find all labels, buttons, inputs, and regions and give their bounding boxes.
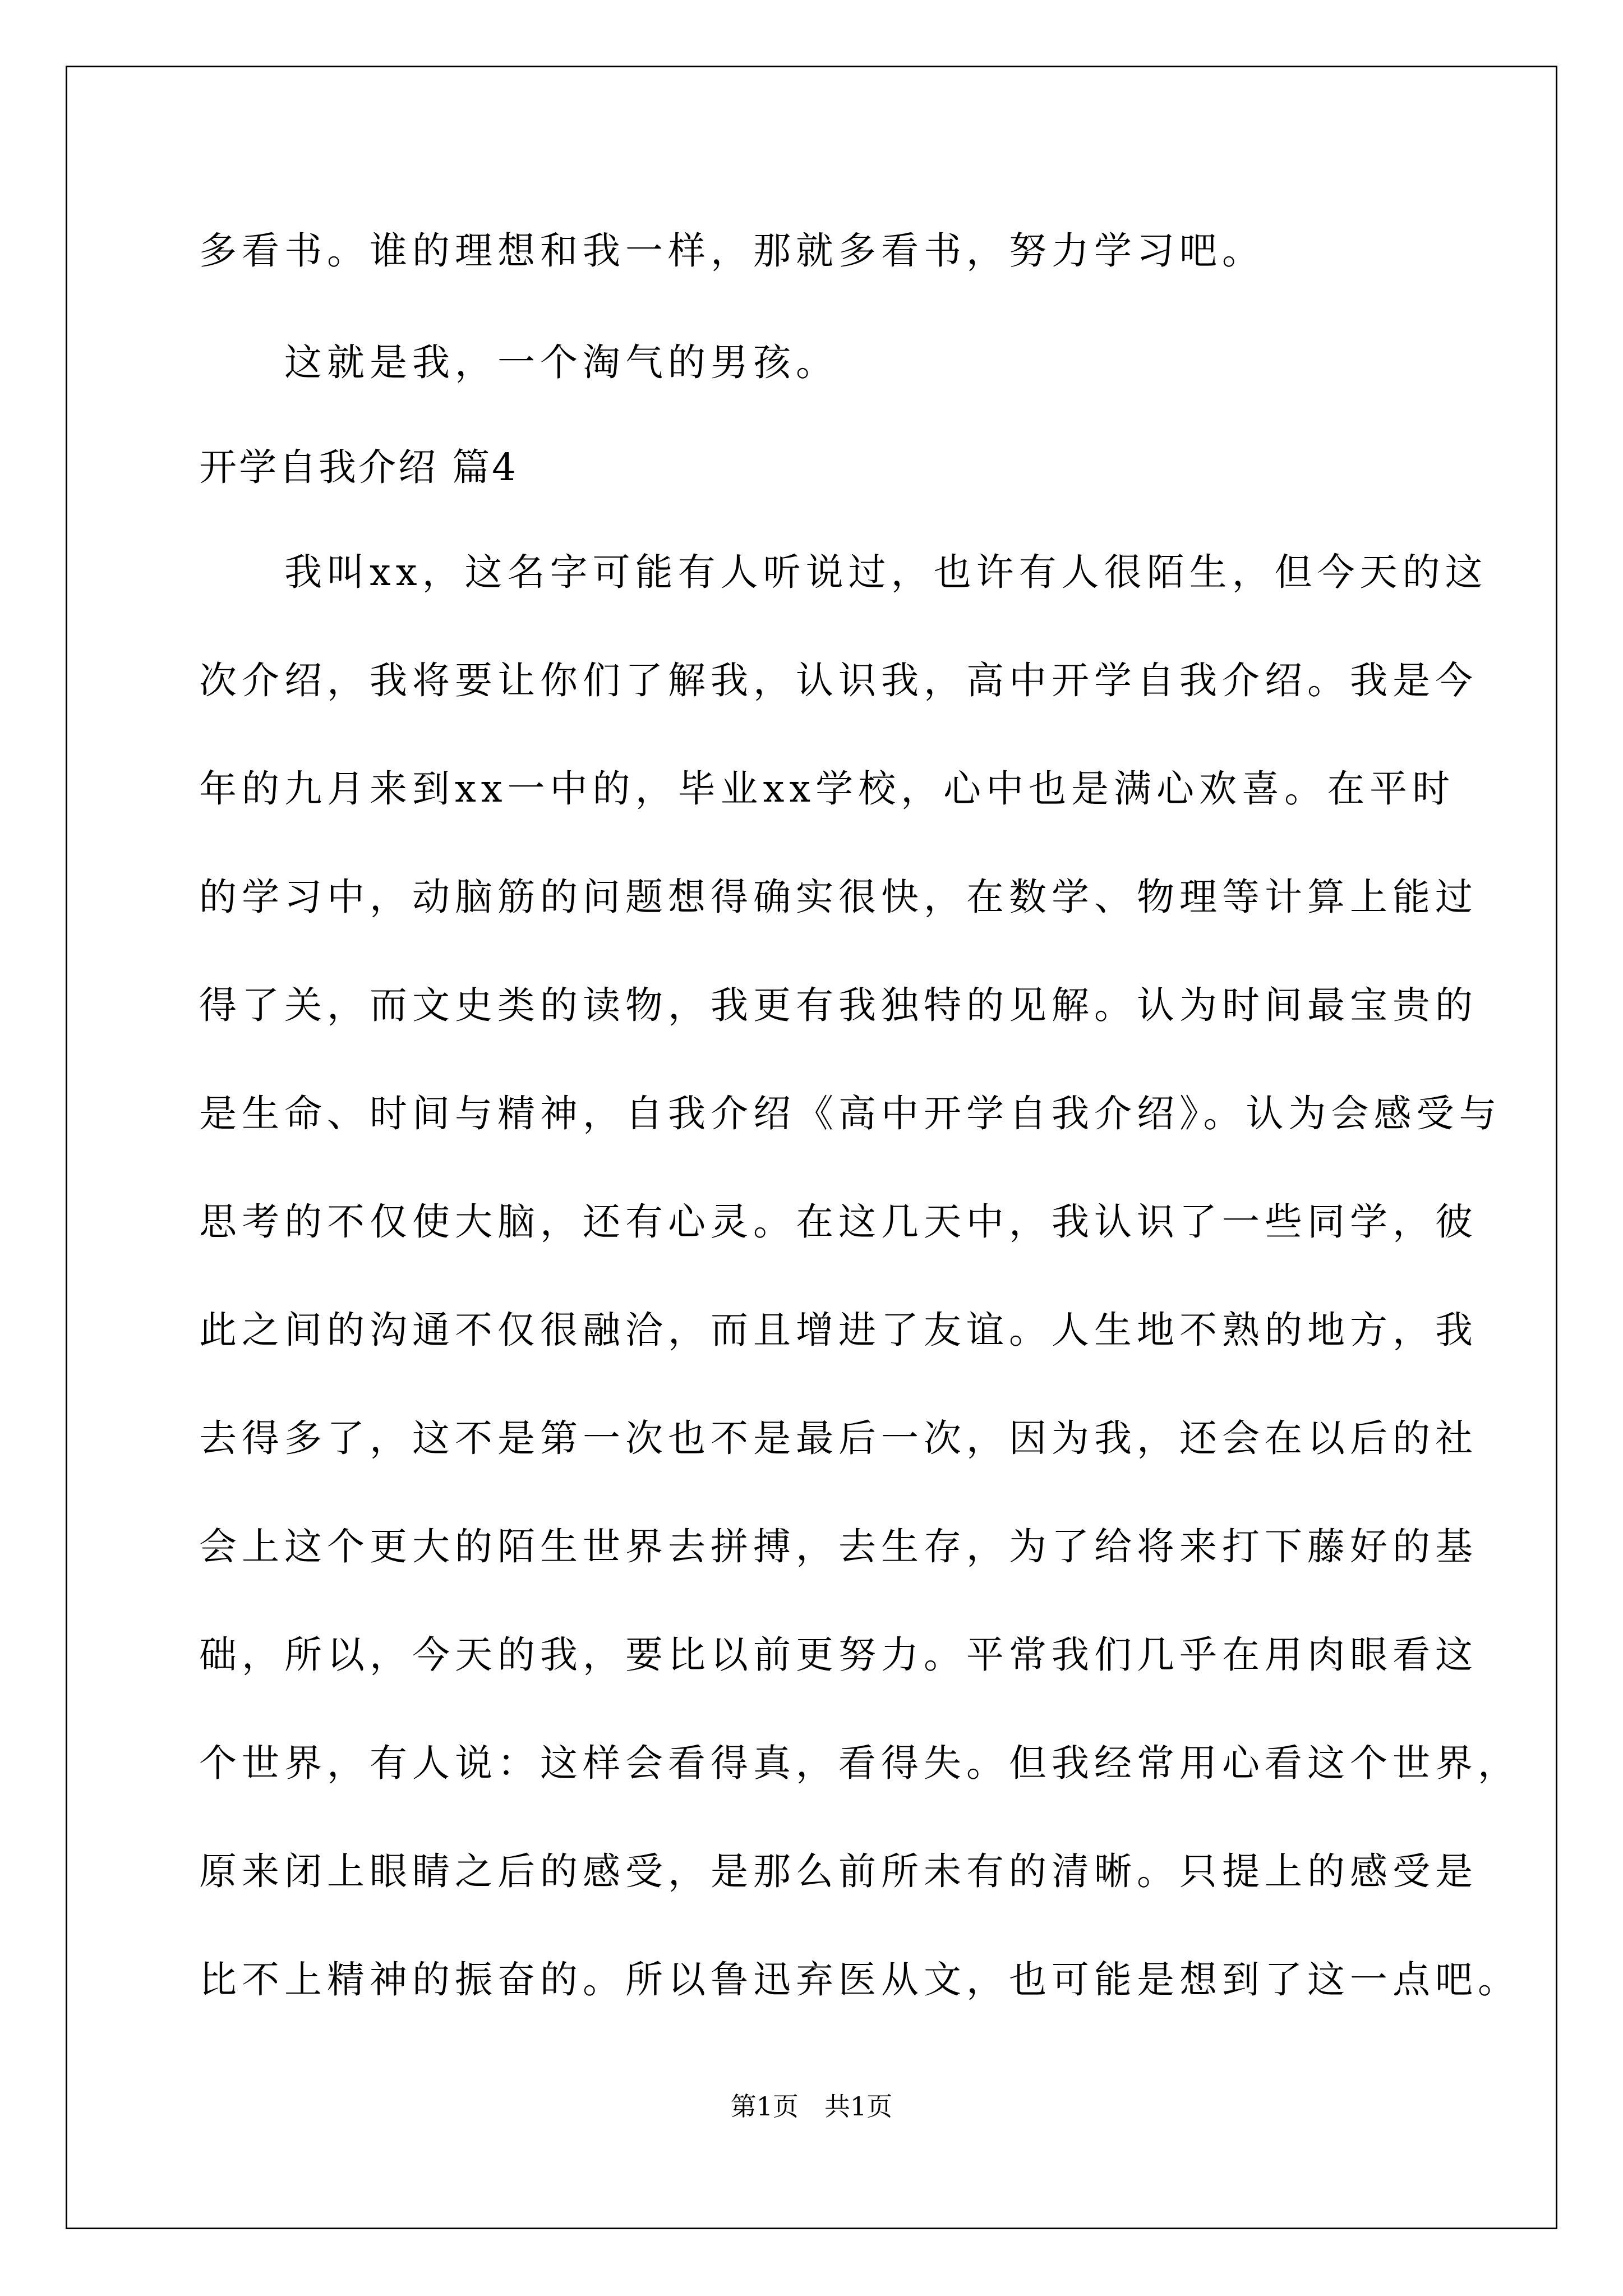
text-line-12: 去得多了，这不是第一次也不是最后一次，因为我，还会在以后的社 [199, 1416, 1478, 1460]
text-line-8: 得了关，而文史类的读物，我更有我独特的见解。认为时间最宝贵的 [199, 983, 1478, 1027]
text-line-13: 会上这个更大的陌生世界去拼搏，去生存，为了给将来打下藤好的基 [199, 1525, 1478, 1568]
text-line-17: 比不上精神的振奋的。所以鲁迅弃医从文，也可能是想到了这一点吧。 [199, 1958, 1520, 2001]
text-line-7: 的学习中，动脑筋的问题想得确实很快，在数学、物理等计算上能过 [199, 875, 1478, 919]
text-line-15: 个世界，有人说：这样会看得真，看得失。但我经常用心看这个世界， [199, 1741, 1520, 1785]
page-border [66, 66, 1557, 2229]
text-line-1: 多看书。谁的理想和我一样，那就多看书，努力学习吧。 [199, 229, 1265, 273]
section-heading: 开学自我介绍 篇4 [199, 445, 518, 489]
text-line-6: 年的九月来到xx一中的，毕业xx学校，心中也是满心欢喜。在平时 [199, 767, 1455, 811]
text-line-10: 思考的不仅使大脑，还有心灵。在这几天中，我认识了一些同学，彼 [199, 1200, 1478, 1244]
text-line-9: 是生命、时间与精神，自我介绍《高中开学自我介绍》。认为会感受与 [199, 1092, 1502, 1135]
page-footer: 第1页 共1页 [730, 2091, 893, 2122]
text-line-4: 我叫xx，这名字可能有人听说过，也许有人很陌生，但今天的这 [199, 550, 1488, 594]
text-line-11: 此之间的沟通不仅很融洽，而且增进了友谊。人生地不熟的地方，我 [199, 1308, 1478, 1352]
text-line-16: 原来闭上眼睛之后的感受，是那么前所未有的清晰。只提上的感受是 [199, 1849, 1478, 1893]
text-line-14: 础，所以，今天的我，要比以前更努力。平常我们几乎在用肉眼看这 [199, 1633, 1478, 1677]
text-line-5: 次介绍，我将要让你们了解我，认识我，高中开学自我介绍。我是今 [199, 659, 1478, 702]
text-line-2: 这就是我，一个淘气的男孩。 [199, 341, 838, 384]
